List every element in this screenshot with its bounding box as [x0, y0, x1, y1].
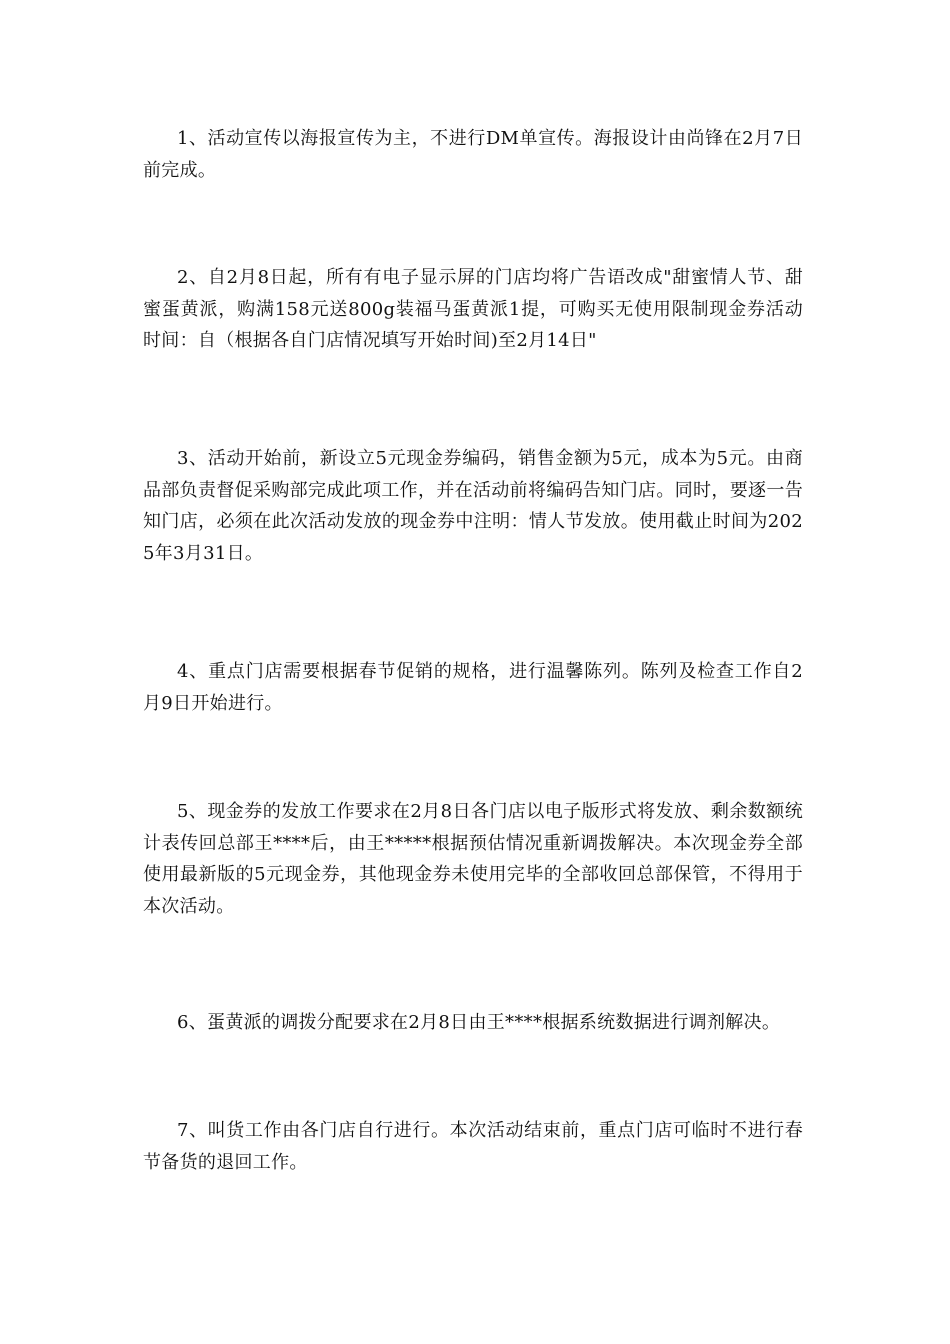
paragraph-3: 3、活动开始前，新设立5元现金券编码，销售金额为5元，成本为5元。由商品部负责督促采购部完成此项工作，并在活动前将编码告知门店。同时，要逐一告知门店，必须在此次活动发放的现金券中注明：情人节发放。使用截止时间为2025年3月31日。 — [143, 448, 803, 564]
paragraph-5: 5、现金券的发放工作要求在2月8日各门店以电子版形式将发放、剩余数额统计表传回总部王****后，由王*****根据预估情况重新调拨解决。本次现金券全部使用最新版的5元现金券，其他现金券未使用完毕的全部收回总部保管，不得用于本次活动。 — [143, 801, 803, 917]
paragraph-4: 4、重点门店需要根据春节促销的规格，进行温馨陈列。陈列及检查工作自2月9日开始进行。 — [143, 661, 803, 714]
paragraph-6: 6、蛋黄派的调拨分配要求在2月8日由王****根据系统数据进行调剂解决。 — [177, 1012, 781, 1033]
paragraph-7: 7、叫货工作由各门店自行进行。本次活动结束前，重点门店可临时不进行春节备货的退回工作。 — [143, 1120, 803, 1173]
paragraph-2: 2、自2月8日起，所有有电子显示屏的门店均将广告语改成"甜蜜情人节、甜蜜蛋黄派，购满158元送800g装福马蛋黄派1提，可购买无使用限制现金券活动时间：自（根据各自门店情况填写开始时间)至2月14日" — [143, 267, 803, 351]
paragraph-1: 1、活动宣传以海报宣传为主，不进行DM单宣传。海报设计由尚锋在2月7日前完成。 — [143, 128, 803, 181]
